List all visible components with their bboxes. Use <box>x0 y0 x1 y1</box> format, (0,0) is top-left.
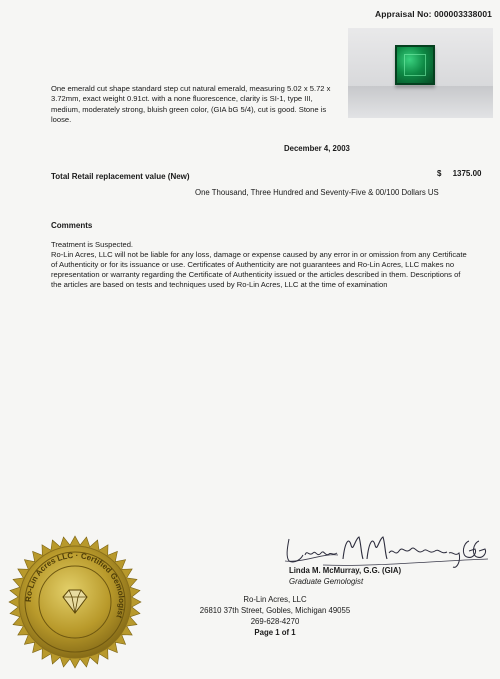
emerald-stone <box>395 45 435 85</box>
company-name: Ro-Lin Acres, LLC <box>243 595 307 604</box>
total-value-label: Total Retail replacement value (New) <box>51 172 190 181</box>
comment-line: Ro-Lin Acres, LLC will not be liable for any loss, damage or expense caused by any error in or omission from any Certificate of Authenticity or for its issuance or use. Certificates of Authenticity are not guarantees and Ro-Lin Acres, LLC makes no representation or warranty regarding the Certificate of Authenticity issued or the articles described in them. Descriptions of the articles are based on tests and techniques used by Ro-Lin Acres, LLC at the time of examination <box>51 250 467 290</box>
amount-value: 1375.00 <box>452 169 482 178</box>
stone-description: One emerald cut shape standard step cut natural emerald, measuring 5.02 x 5.72 x 3.72mm, exact weight 0.91ct. with a none fluorescence, clarity is SI-1, type III, medium, moderately strong, bluish green color, (GIA bG 5/4), cut is good. Stone is loose. <box>51 84 331 124</box>
comments-heading: Comments <box>51 221 93 230</box>
seal-lettering: Ro-Lin Acres LLC · Certified Gemologist <box>23 550 127 620</box>
total-value-amount <box>437 169 482 178</box>
company-street: 26810 37th Street, Gobles, Michigan 49055 <box>199 606 351 615</box>
appraisal-date: December 4, 2003 <box>284 144 350 153</box>
page-number: Page 1 of 1 <box>254 628 296 637</box>
amount-in-words: One Thousand, Three Hundred and Seventy-Five & 00/100 Dollars US <box>195 188 439 197</box>
company-phone: 269-628-4270 <box>250 617 300 626</box>
company-address <box>180 594 370 638</box>
gold-seal <box>8 535 142 669</box>
comment-line: Treatment is Suspected. <box>51 240 134 249</box>
emerald-photo <box>348 28 493 118</box>
signer-title: Graduate Gemologist <box>289 577 364 586</box>
handwritten-signature <box>283 531 495 571</box>
appraisal-value: 000003338001 <box>434 9 492 19</box>
appraisal-number <box>375 9 492 19</box>
comments-body <box>51 240 471 290</box>
signer-name: Linda M. McMurray, G.G. (GIA) <box>289 566 402 575</box>
appraisal-label: Appraisal No: <box>375 9 432 19</box>
currency-symbol: $ <box>437 169 442 178</box>
